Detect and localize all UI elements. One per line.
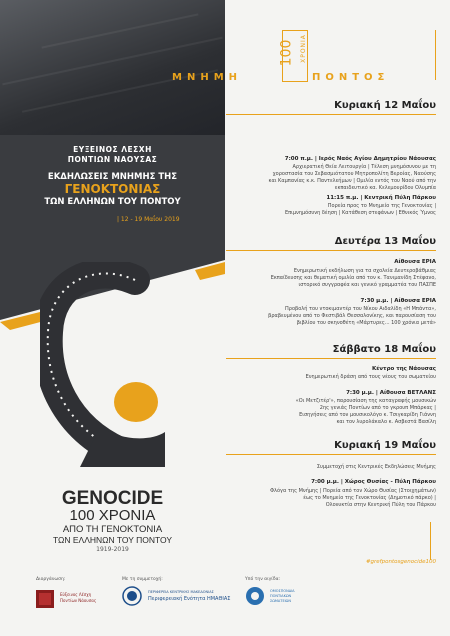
session-text: βραβευμένου από το Φεστιβάλ Θεσσαλονίκης, και παρουσίαση του — [268, 313, 436, 319]
session-text: έως το Μνημείο της Γενοκτονίας (Δημοτικό πάρκο) | — [303, 495, 436, 501]
session-text: Ενημερωτική δράση από τους νέους του σωματείου — [305, 374, 436, 380]
session-text: Εκπαίδευσης και θεματική ομιλία από τον κ. Τανιμανίδη Στέφανο, — [270, 275, 436, 281]
region-emblem-icon — [122, 586, 142, 606]
session-text: «Οι Μετζιτέρ'», παρουσίαση της καταγραφής μουσικών — [295, 398, 436, 404]
event-title-line1: ΕΚΔΗΛΩΣΕΙΣ ΜΝΗΜΗΣ ΤΗΣ — [47, 172, 178, 182]
hashtag: #grefpontosgenocide100 — [365, 559, 436, 565]
auspices-name1: ΟΜΟΣΠΟΝΔΙΑ — [270, 589, 295, 593]
support-label: Με τη συμμετοχή: — [122, 577, 163, 582]
from-genocide-line: ΑΠΟ ΤΗ ΓΕΝΟΚΤΟΝΙΑ — [62, 524, 163, 535]
mnimi-word: ΜΝΗΜΗ — [172, 72, 243, 83]
session-text: Συμμετοχή στις Κεντρικές Εκδηλώσεις Μνήμης — [316, 464, 436, 470]
day-divider — [226, 114, 436, 115]
session-text: Ενημερωτική εκδήλωση για τα σχολεία Δευτεροβάθμιας — [293, 268, 436, 274]
accent-rule-bottom — [430, 522, 431, 560]
year-span: 1919-2019 — [96, 546, 129, 553]
session-heading: Αίθουσα ΕΡΙΑ — [394, 259, 436, 265]
session-heading: Κέντρο της Νάουσας — [371, 366, 436, 372]
day-heading-sunday-19: Κυριακή 19 Μαΐου — [334, 440, 436, 451]
hundred-word: ΧΡΟΝΙΑ — [299, 34, 307, 63]
session-text: εκπαιδευτικό κα. Κελεμουρίδου Ολυμπία — [334, 185, 436, 191]
organizer-label: Διοργάνωση: — [36, 577, 66, 582]
day-heading-saturday-18: Σάββατο 18 Μαΐου — [332, 344, 436, 355]
session-heading: 7:00 μ.μ. | Χώρος Θυσίας - Πύλη Πάρκου — [311, 479, 436, 485]
session-text: Ολονυκτία στην Κεντρική Πύλη του Πάρκου — [325, 502, 436, 508]
session-text: βιβλίου του σκηνοθέτη «Μάρτυρες... 100 χρόνια μετά» — [296, 320, 436, 326]
event-title-line3: ΤΩΝ ΕΛΛΗΝΩΝ ΤΟΥ ΠΟΝΤΟΥ — [44, 197, 181, 207]
region-name2: Περιφερειακή Ενότητα ΗΜΑΘΙΑΣ — [148, 596, 231, 602]
day-divider — [226, 454, 436, 455]
session-text: Πορεία προς το Μνημείο της Γενοκτονίας | — [327, 203, 436, 209]
session-text: χοροστασία του Σεβασμιότατου Μητροπολίτη Βεροίας, Ναούσης — [272, 171, 436, 177]
session-heading: 7:30 μ.μ. | Αίθουσα ΕΡΙΑ — [360, 298, 436, 304]
day-heading-sunday-12: Κυριακή 12 Μαΐου — [334, 100, 436, 111]
session-text: Φλόγα της Μνήμης | Πορεία από τον Χώρο Θυσίας (Στοιχημάτων) — [270, 488, 436, 494]
session-text: 2ης γενιάς Ποντίων από το γκρουπ Μπάρκας | — [319, 405, 436, 411]
greeks-pontus-line: ΤΩΝ ΕΛΛΗΝΩΝ ΤΟΥ ΠΟΝΤΟΥ — [52, 535, 173, 545]
monument-photo — [0, 0, 225, 135]
accent-rule — [435, 30, 436, 80]
hundred-years-badge — [278, 30, 308, 82]
day-divider — [226, 358, 436, 359]
club-name-line2: ΠΟΝΤΙΩΝ ΝΑΟΥΣΑΣ — [67, 155, 158, 164]
hundred-years-title: 100 ΧΡΟΝΙΑ — [69, 507, 156, 524]
crowd-illustration — [40, 262, 170, 472]
session-text: Εισηγήσεις από τον μουσικολόγο κ. Τσιγκαρίδη Γιάννη — [299, 412, 436, 418]
club-name-line1: ΕΥΞΕΙΝΟΣ ΛΕΣΧΗ — [73, 145, 152, 154]
region-name1: ΠΕΡΙΦΕΡΕΙΑ ΚΕΝΤΡΙΚΗΣ ΜΑΚΕΔΟΝΙΑΣ — [148, 590, 214, 594]
session-text: Επιμνημόσυνη δέηση | Κατάθεση στεφάνων | Εθνικός Ύμνος — [285, 210, 436, 216]
auspices-label: Υπό την αιγίδα: — [245, 577, 281, 582]
event-dates: | 12 - 19 Μαΐου 2019 — [117, 216, 180, 223]
day-heading-monday-13: Δευτέρα 13 Μαΐου — [334, 236, 436, 247]
session-heading: 7:30 μ.μ. | Αίθουσα ΒΕΤΛΑΝΣ — [346, 390, 436, 396]
session-heading: 7:00 π.μ. | Ιερός Ναός Αγίου Δημητρίου Νάουσας — [284, 156, 436, 162]
session-text: και Καμπανίας κ.κ. Παντελεήμων | Ομιλία εντός του Ναού από την — [268, 178, 436, 184]
session-heading: 11:15 π.μ. | Κεντρική Πύλη Πάρκου — [326, 195, 436, 201]
event-title-genocide: ΓΕΝΟΚΤΟΝΙΑΣ — [64, 182, 161, 196]
federation-emblem-icon — [245, 586, 265, 606]
session-text: ιστορικό συγγραφέα και γενικό γραμματέα του ΠΑΣΠΕ — [298, 282, 436, 288]
session-text: Προβολή του ντοκιμαντέρ του Νίκου Αιδαλίδη «Η Μπάντα», — [285, 306, 436, 312]
auspices-name2: ΠΟΝΤΙΑΚΩΝ — [270, 594, 292, 598]
pontos-word: ΠΟΝΤΟΣ — [312, 72, 390, 83]
auspices-name3: ΣΩΜΑΤΕΙΩΝ — [270, 599, 291, 603]
genocide-title: GENOCIDE — [61, 488, 164, 509]
organizer-name2: Ποντίων Νάουσας — [60, 598, 97, 603]
organizer-name1: Εύξεινος Λέσχη — [60, 592, 92, 597]
hundred-number: 100 — [278, 39, 295, 67]
day-divider — [226, 250, 436, 251]
session-text: Αρχιερατική Θεία Λειτουργία | Τέλεση μνημόσυνου με τη — [292, 164, 436, 170]
session-text: και τον λυρολάκαλο κ. Ασβεστά Βασίλη — [336, 419, 436, 425]
